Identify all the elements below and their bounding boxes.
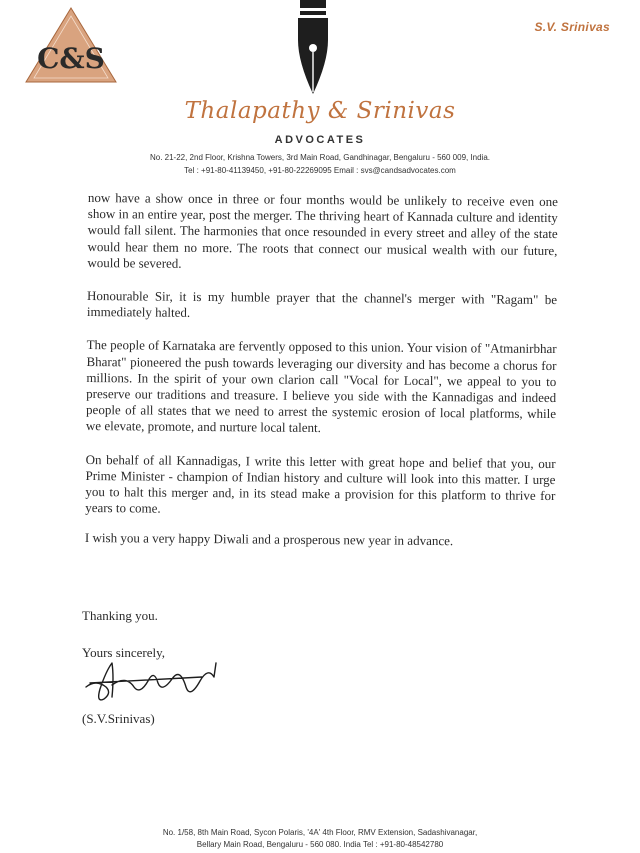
- firm-subtitle: ADVOCATES: [274, 134, 366, 146]
- letter-body: [85, 190, 558, 568]
- footer-contact: Bellary Main Road, Bengaluru - 560 080. India Tel : +91-80-48542780: [196, 840, 444, 849]
- signatory-name: (S.V.Srinivas): [82, 711, 155, 726]
- thanks-line: Thanking you.: [82, 608, 158, 623]
- paragraph-1: now have a show once in three or four months would be unlikely to receive even one show in an entire year, post the merger. The thriving heart of Kannada culture and identity would fall silent. The harmonies that once resounded in every street and alley of the state would hear them no more. The roots that connect our musical wealth with our future, would be severed.: [87, 190, 558, 271]
- logo-monogram: C&S: [37, 42, 105, 75]
- closing-line: Yours sincerely,: [82, 645, 166, 660]
- paragraph-3: The people of Karnataka are fervently opposed to this union. Your vision of "Atmanirbhar Bharat" pioneered the push towards leveraging our diversity and has become a chorus for millions. In the spirit of your own clarion call "Vocal for Local", we appeal to you to preserve our traditions and treasure. I believe you side with the Kannadigas and indeed people of all states that we need to arrest the systemic erosion of local platforms, while we elevate, promote, and nurture local talent.: [85, 337, 557, 436]
- paragraph-4: On behalf of all Kannadigas, I write this letter with great hope and belief that you, our Prime Minister - champion of Indian history and culture will look into this matter. I urge you to halt this merger and, in its stead make a provision for this platform to thrive for years to come.: [85, 451, 556, 516]
- paragraph-2: Honourable Sir, it is my humble prayer that the channel's merger with "Ragam" be immediately halted.: [86, 288, 558, 321]
- handwritten-signature: [82, 657, 242, 707]
- header-contact: Tel : +91-80-41139450, +91-80-22269095 Email : svs@candsadvocates.com: [184, 166, 456, 175]
- firm-name: Thalapathy & Srinivas: [184, 98, 456, 124]
- header-address: No. 21-22, 2nd Floor, Krishna Towers, 3rd Main Road, Gandhinagar, Bengaluru - 560 009, India.: [149, 153, 491, 162]
- partner-name: S.V. Srinivas: [534, 20, 610, 34]
- pen-nib-icon: [288, 0, 338, 96]
- firm-logo: [24, 6, 118, 84]
- paragraph-5: I wish you a very happy Diwali and a prosperous new year in advance.: [84, 530, 454, 549]
- footer-address: No. 1/58, 8th Main Road, Sycon Polaris, '4A' 4th Floor, RMV Extension, Sadashivanagar,: [162, 828, 478, 837]
